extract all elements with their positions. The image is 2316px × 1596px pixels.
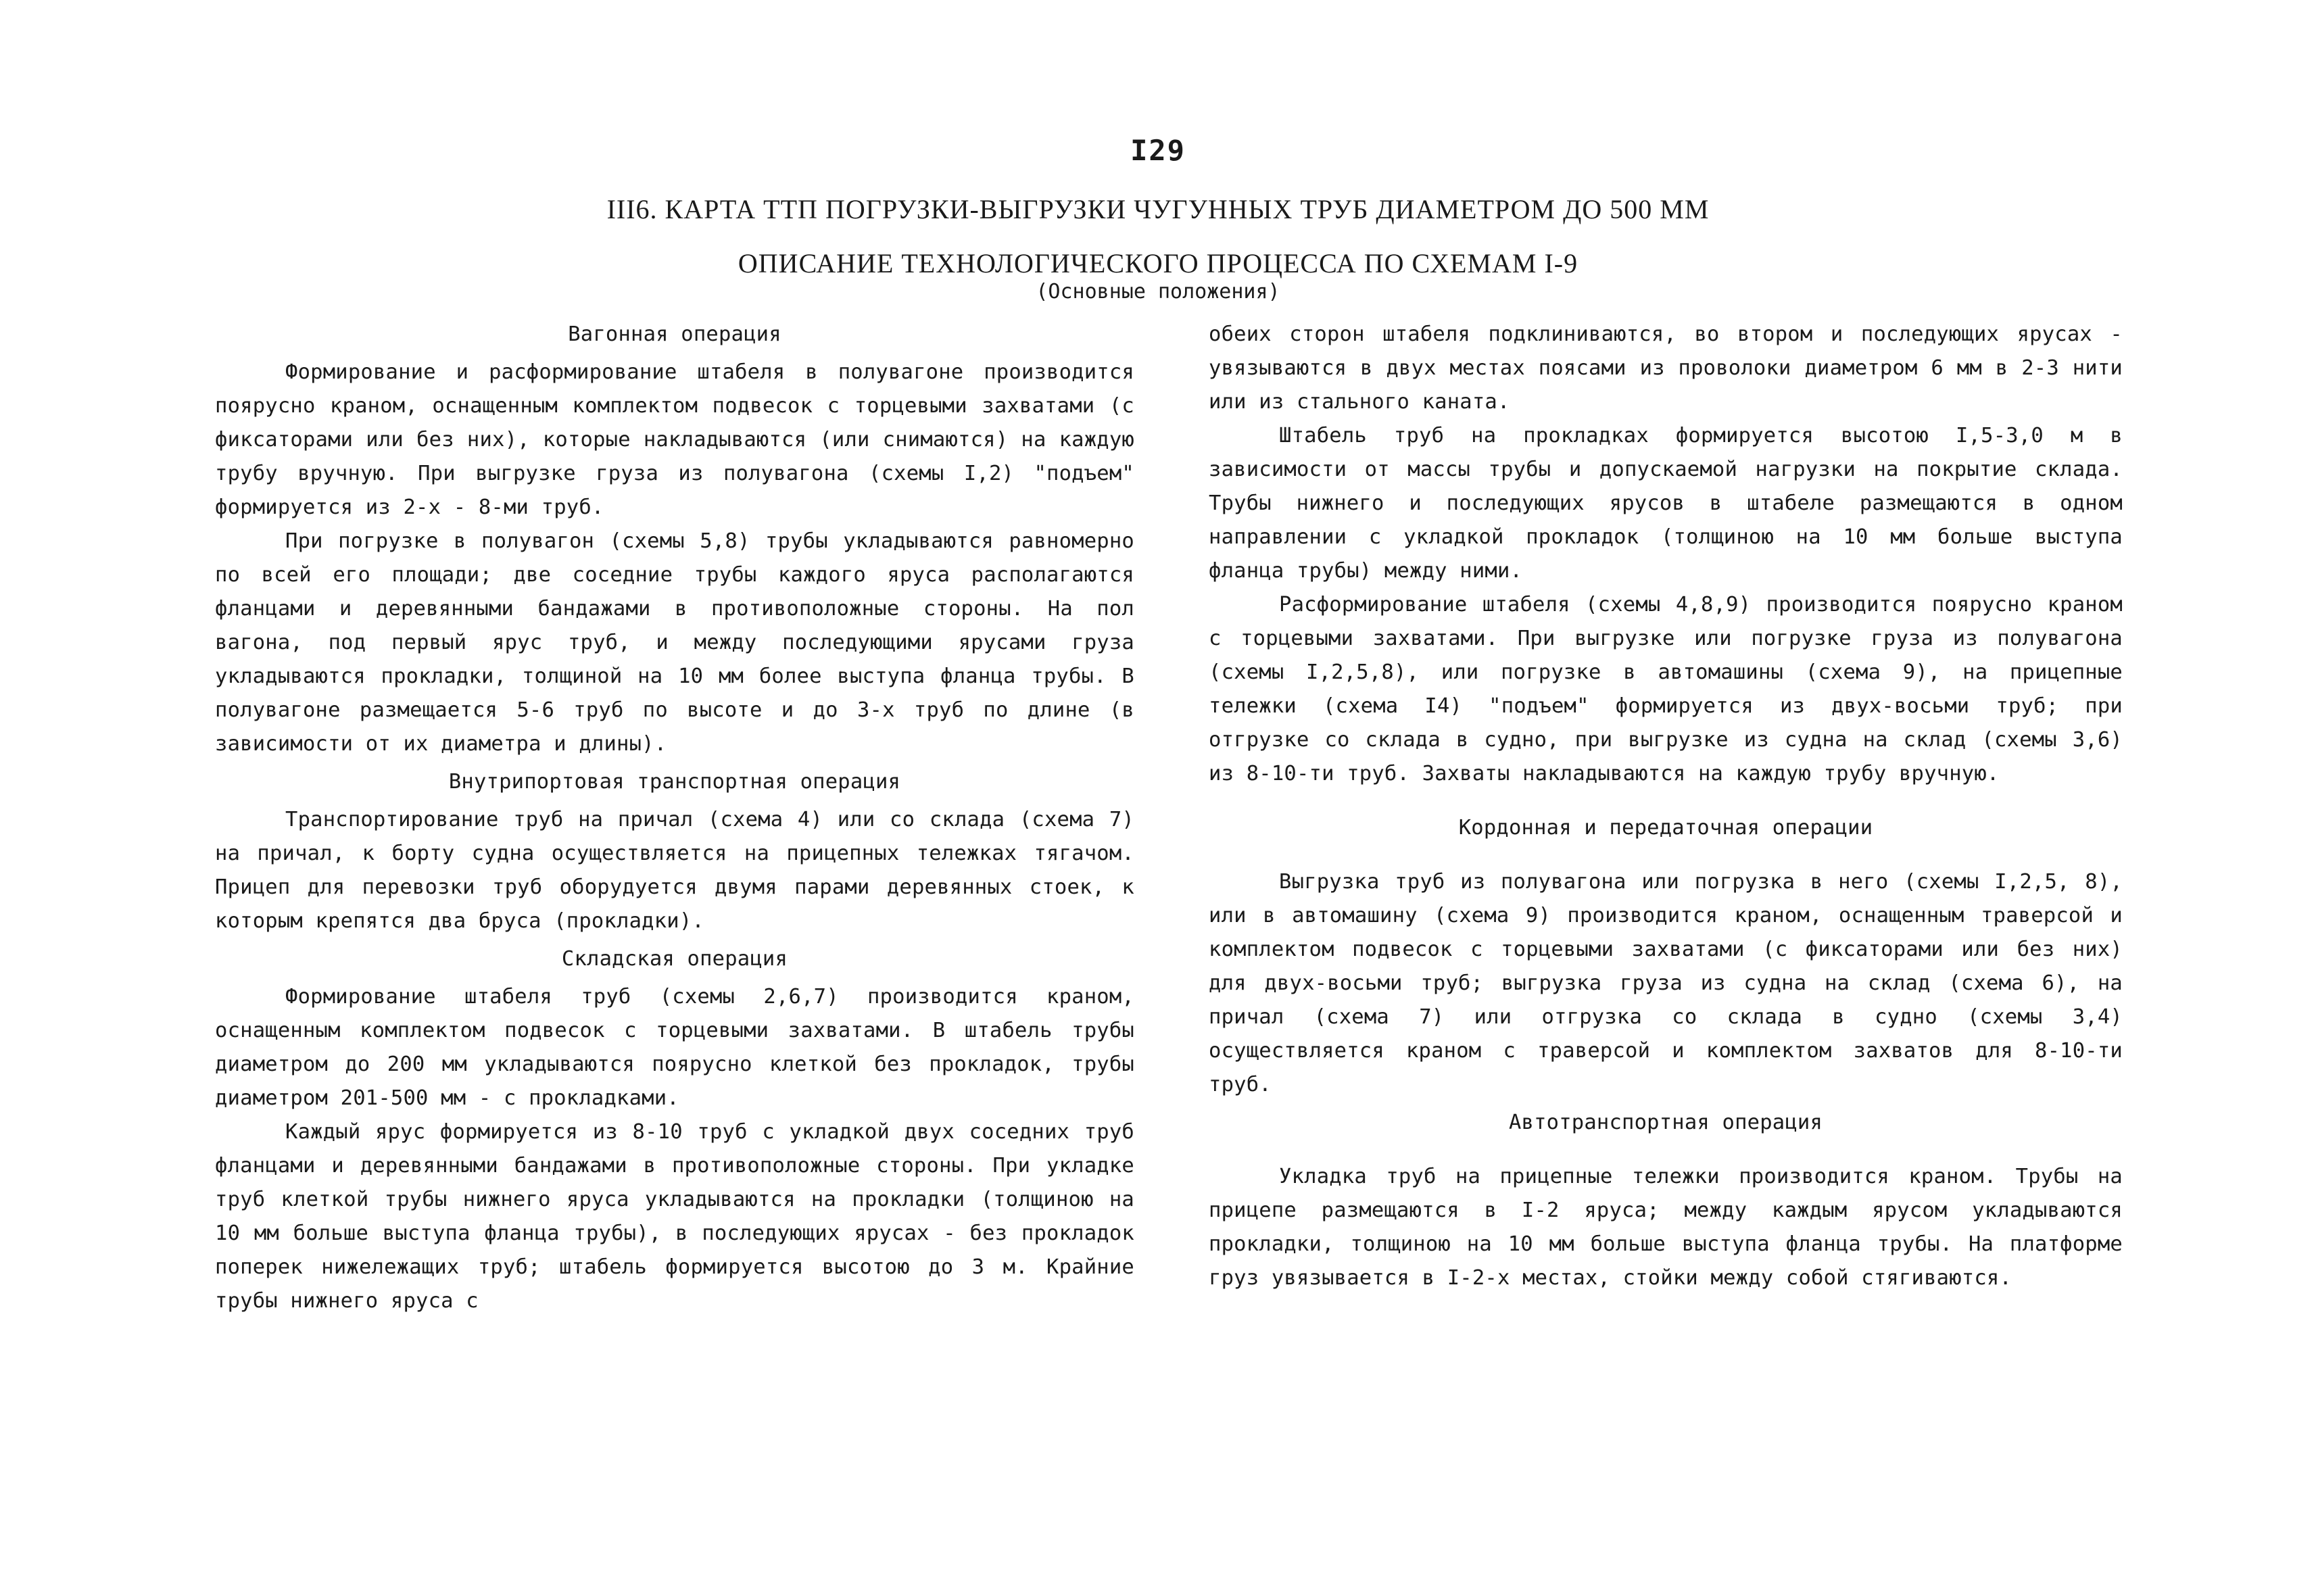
wagon-paragraph-2: При погрузке в полувагон (схемы 5,8) трубы укладываются равномерно по всей его площади; две соседние трубы каждого яруса располагаются фланцами и деревянными бандажами в противоположные стороны. На пол вагона, под первый ярус труб, и между последующими ярусами груза укладываются прокладки, толщиной на 10 мм более выступа фланца трубы. В полувагоне размещается 5-6 труб по высоте и до 3-х труб по длине (в зависимости от их диаметра и длины). [215, 529, 1134, 756]
wagon-operation-heading: Вагонная операция [568, 322, 781, 346]
left-column [215, 318, 1134, 1318]
cordon-paragraph: Выгрузка труб из полувагона или погрузка в него (схемы I,2,5, 8), или в автомашину (схема 9) производится краном, оснащенным траверсой и комплектом подвесок с торцевыми захватами (с фиксаторами или без них) для двух-восьми труб; выгрузка груза из судна на склад (схема 6), на причал (схема 7) или отгрузка со склада в судно (схемы 3,4) осуществляется краном с траверсой и комплектом захватов для 8-10-ти труб. [1209, 870, 2123, 1096]
auto-transport-operation-heading: Автотранспортная операция [1508, 1111, 1823, 1134]
warehouse-paragraph-continued: обеих сторон штабеля подклиниваются, во втором и последующих ярусах - увязываются в двух местах поясами из проволоки диаметром 6 мм в 2-3 нити или из стального каната. [1209, 322, 2123, 414]
section-subtitle-note: (Основные положения) [1036, 280, 1280, 304]
port-transport-paragraph: Транспортирование труб на причал (схема 4) или со склада (схема 7) на причал, к борту судна осуществляется на прицепных тележках тягачом. Прицеп для перевозки труб оборудуется двумя парами деревянных стоек, к которым крепятся два бруса (прокладки). [215, 808, 1134, 933]
wagon-paragraph-1: Формирование и расформирование штабеля в полувагоне производится поярусно краном, оснащенным комплектом подвесок с торцевыми захватами (с фиксаторами или без них), которые накладываются (или снимаются) на каждую трубу вручную. При выгрузке груза из полувагона (схемы I,2) "подъем" формируется из 2-х - 8-ми труб. [215, 360, 1134, 519]
cordon-operation-heading: Кордонная и передаточная операции [1458, 816, 1873, 840]
port-transport-operation-heading: Внутрипортовая транспортная операция [448, 770, 901, 794]
right-column [1209, 318, 2123, 1295]
auto-transport-paragraph: Укладка труб на прицепные тележки производится краном. Трубы на прицепе размещаются в I-2 яруса; между каждым ярусом укладываются прокладки, толщиною на 10 мм больше выступа фланца трубы. На платформе груз увязывается в I-2-х местах, стойки между собой стягиваются. [1209, 1165, 2123, 1290]
warehouse-operation-heading: Складская операция [561, 947, 788, 971]
warehouse-paragraph-1: Формирование штабеля труб (схемы 2,6,7) производится краном, оснащенным комплектом подвесок с торцевыми захватами. В штабель трубы диаметром до 200 мм укладываются поярусно клеткой без прокладок, трубы диаметром 201-500 мм - с прокладками. [215, 985, 1134, 1110]
warehouse-paragraph-4: Расформирование штабеля (схемы 4,8,9) производится поярусно краном с торцевыми захватами. При выгрузке или погрузке груза из полувагона (схемы I,2,5,8), или погрузке в автомашины (схема 9), на прицепные тележки (схема I4) "подъем" формируется из двух-восьми труб; при отгрузке со склада в судно, при выгрузке из судна на склад (схемы 3,6) из 8-10-ти труб. Захваты накладываются на каждую трубу вручную. [1209, 593, 2123, 785]
warehouse-paragraph-3: Штабель труб на прокладках формируется высотою I,5-3,0 м в зависимости от массы трубы и допускаемой нагрузки на покрытие склада. Трубы нижнего и последующих ярусов в штабеле размещаются в одном направлении с укладкой прокладок (толщиною на 10 мм больше выступа фланца трубы) между ними. [1209, 424, 2123, 583]
document-title: III6. КАРТА ТТП ПОГРУЗКИ-ВЫГРУЗКИ ЧУГУННЫХ ТРУБ ДИАМЕТРОМ ДО 500 ММ [606, 194, 1710, 224]
page-number: I29 [1130, 134, 1186, 167]
warehouse-paragraph-2: Каждый ярус формируется из 8-10 труб с укладкой двух соседних труб фланцами и деревянными бандажами в противоположные стороны. При укладке труб клеткой трубы нижнего яруса укладываются на прокладки (толщиною на 10 мм больше выступа фланца трубы), в последующих ярусах - без прокладок поперек нижележащих труб; штабель формируется высотою до 3 м. Крайние трубы нижнего яруса с [215, 1120, 1134, 1313]
section-title: ОПИСАНИЕ ТЕХНОЛОГИЧЕСКОГО ПРОЦЕССА ПО СХЕМАМ I-9 [738, 248, 1578, 279]
